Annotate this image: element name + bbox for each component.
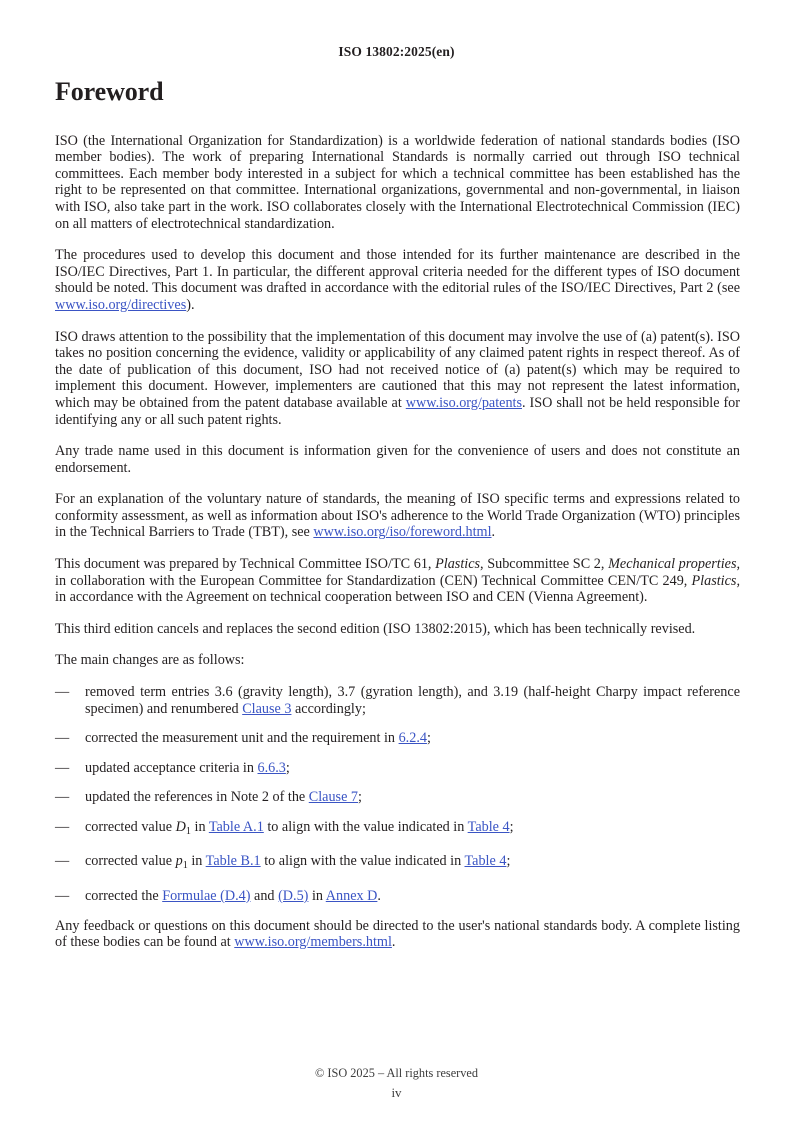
- list-item-text-pre: updated acceptance criteria in: [85, 759, 258, 776]
- list-item-text-mid: ;: [426, 730, 431, 747]
- variable-d1: [176, 819, 191, 835]
- em-dash-bullet: —: [55, 759, 70, 776]
- paragraph-feedback-text: Any feedback or questions on this document should be directed to the user's national standards body. A complete listing of these bodies can be found at: [55, 917, 740, 951]
- paragraph-committee: [55, 556, 740, 606]
- list-item-text-mid: ;: [285, 759, 290, 776]
- variable-symbol: p: [175, 853, 183, 870]
- link-clause-6-6-3[interactable]: 6.6.3: [257, 759, 286, 776]
- list-item: [55, 853, 740, 874]
- paragraph-procedures: [55, 247, 740, 313]
- variable-p1: [175, 853, 188, 872]
- variable-symbol: D: [175, 819, 186, 835]
- list-item: [55, 819, 740, 840]
- list-item-text-mid: ;: [358, 789, 362, 806]
- list-item: [55, 789, 740, 806]
- link-iso-patents[interactable]: www.iso.org/patents: [405, 394, 522, 411]
- em-dash-bullet: —: [55, 789, 70, 806]
- list-item-text-pre: corrected the measurement unit and the requirement in: [85, 730, 399, 747]
- link-table-b1[interactable]: Table B.1: [205, 853, 261, 870]
- list-item-text-mid: accordingly;: [291, 700, 366, 717]
- changes-list: [55, 684, 740, 904]
- list-item: [55, 888, 740, 905]
- committee-italic-plastics-cen: Plastics,: [691, 572, 740, 589]
- list-item-text-pre: updated the references in Note 2 of the: [85, 789, 309, 806]
- list-item: [55, 730, 740, 747]
- link-table-4[interactable]: Table 4: [467, 819, 510, 835]
- list-item-text-pre: corrected the: [85, 887, 163, 904]
- list-item-text-mid2: to align with the value indicated in: [263, 819, 468, 835]
- variable-subscript: 1: [185, 825, 191, 837]
- paragraph-wto-text: For an explanation of the voluntary nature of standards, the meaning of ISO specific terms and expressions related to conformity assessment, as well as information about ISO's adherence to the World Trade Organization (WTO) principles in the Technical Barriers to Trade (TBT), see: [55, 491, 740, 541]
- link-table-a1[interactable]: Table A.1: [208, 819, 264, 835]
- link-formulae-d4[interactable]: Formulae (D.4): [162, 887, 251, 904]
- paragraph-wto: [55, 491, 740, 541]
- em-dash-bullet: —: [55, 819, 70, 835]
- em-dash-bullet: —: [55, 887, 70, 904]
- page-content: [55, 78, 740, 966]
- page-title: Foreword: [55, 77, 164, 106]
- footer-page-number: iv: [391, 1085, 402, 1100]
- link-iso-directives[interactable]: www.iso.org/directives: [55, 296, 187, 313]
- paragraph-feedback: [55, 918, 740, 951]
- em-dash-bullet: —: [55, 853, 70, 870]
- list-item-text-post: ;: [506, 853, 511, 870]
- em-dash-bullet: —: [55, 684, 70, 701]
- paragraph-patents: [55, 329, 740, 429]
- paragraph-wto-tail: .: [491, 524, 496, 541]
- list-item-text-mid1: in: [187, 853, 206, 870]
- link-formula-d5[interactable]: (D.5): [278, 887, 309, 904]
- list-item-text-mid2: in: [308, 887, 326, 904]
- list-item-text-mid1: and: [250, 887, 279, 904]
- committee-text-b: , Subcommittee SC 2,: [480, 556, 609, 573]
- link-clause-7[interactable]: Clause 7: [308, 789, 359, 806]
- committee-text-a: This document was prepared by Technical Committee ISO/TC 61,: [55, 556, 436, 573]
- list-item: [55, 760, 740, 777]
- link-clause-6-2-4[interactable]: 6.2.4: [398, 730, 427, 747]
- paragraph-third-edition: This third edition cancels and replaces the second edition (ISO 13802:2015), which has been technically revised.: [55, 620, 696, 637]
- list-item: [55, 684, 740, 717]
- paragraph-trade-name: Any trade name used in this document is information given for the convenience of users and does not constitute an endorsement.: [55, 443, 740, 476]
- paragraph-iso-intro: ISO (the International Organization for Standardization) is a worldwide federation of national standards bodies (ISO member bodies). The work of preparing International Standards is normally carried out through ISO technical committees. Each member body interested in a subject for which a technical committee has been established has the right to be represented on that committee. International organizations, governmental and non-governmental, in liaison with ISO, also take part in the work. ISO collaborates closely with the International Electrotechnical Commission (IEC) on all matters of electrotechnical standardization.: [55, 132, 740, 232]
- paragraph-patents-tail: . ISO shall not be held responsible for identifying any or all such patent rights.: [55, 394, 740, 428]
- link-iso-members[interactable]: www.iso.org/members.html: [234, 934, 392, 951]
- footer-copyright: © ISO 2025 – All rights reserved: [314, 1066, 479, 1080]
- list-item-text-mid2: to align with the value indicated in: [260, 853, 465, 870]
- committee-italic-plastics: Plastics: [435, 556, 481, 573]
- variable-subscript: 1: [182, 860, 188, 872]
- paragraph-procedures-text: The procedures used to develop this document and those intended for its further maintenance are described in the ISO/IEC Directives, Part 1. In particular, the different approval criteria needed for the different types of ISO document should be noted. This document was drafted in accordance with the editorial rules of the ISO/IEC Directives, Part 2 (see: [55, 247, 740, 297]
- paragraph-feedback-tail: .: [391, 934, 396, 951]
- committee-italic-mechanical-properties: Mechanical properties,: [608, 556, 741, 573]
- list-item-text-pre: removed term entries 3.6 (gravity length), 3.7 (gyration length), and 3.19 (half-height Charpy impact reference specimen) and renumbered: [85, 684, 740, 717]
- link-annex-d[interactable]: Annex D: [325, 887, 378, 904]
- paragraph-patents-text: ISO draws attention to the possibility that the implementation of this document may involve the use of (a) patent(s). ISO takes no position concerning the evidence, validity or applicability of any claimed patent rights in respect thereof. As of the date of publication of this document, ISO had not received notice of (a) patent(s) which may be required to implement this document. However, implementers are cautioned that this may not represent the latest information, which may be obtained from the patent database available at: [55, 328, 740, 411]
- paragraph-main-changes-intro: The main changes are as follows:: [55, 652, 245, 669]
- list-item-text-pre: corrected value: [85, 819, 176, 835]
- list-item-text-post: .: [377, 887, 381, 904]
- list-item-text-pre: corrected value: [85, 853, 176, 870]
- em-dash-bullet: —: [55, 730, 70, 747]
- link-table-4[interactable]: Table 4: [464, 853, 507, 870]
- list-item-text-mid1: in: [190, 819, 209, 835]
- link-clause-3[interactable]: Clause 3: [242, 700, 292, 717]
- running-header: ISO 13802:2025(en): [338, 44, 455, 59]
- paragraph-procedures-tail: ).: [186, 296, 195, 313]
- link-iso-foreword[interactable]: www.iso.org/iso/foreword.html: [313, 524, 492, 541]
- list-item-text-post: ;: [509, 819, 514, 835]
- committee-text-d: in accordance with the Agreement on technical cooperation between ISO and CEN (Vienna Agreement).: [55, 589, 648, 606]
- committee-text-c: in collaboration with the European Committee for Standardization (CEN) Technical Committee CEN/TC 249,: [55, 572, 692, 589]
